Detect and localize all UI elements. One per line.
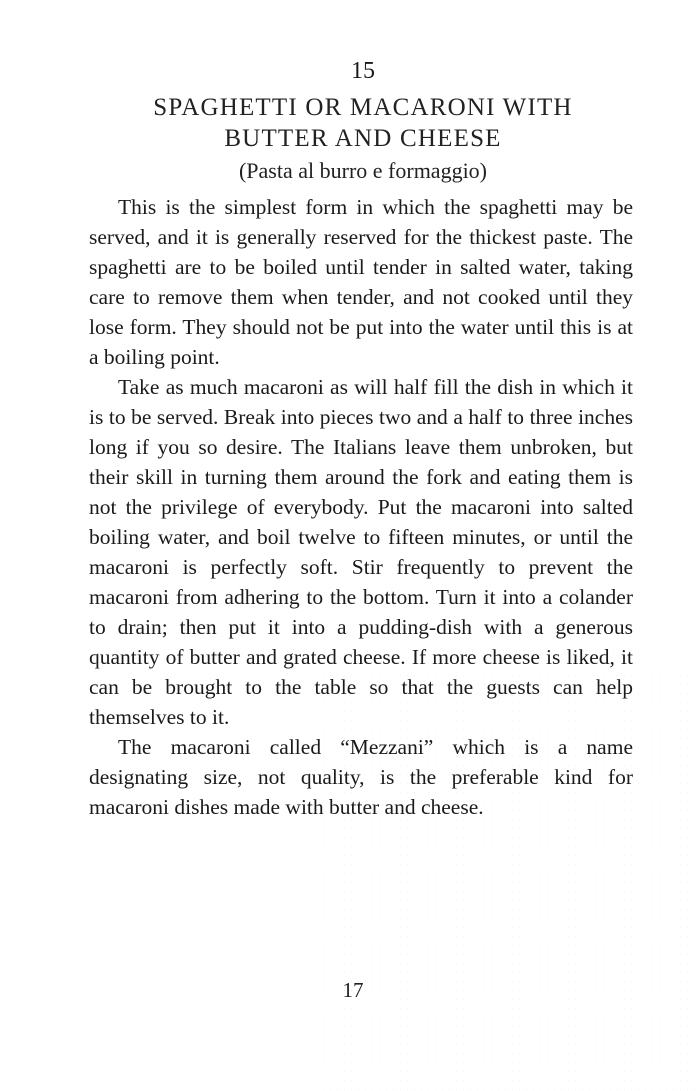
recipe-body — [89, 192, 633, 822]
recipe-title — [100, 92, 626, 154]
page-number: 17 — [342, 978, 364, 1002]
paragraph-3: The macaroni called “Mezzani” which is a name designating size, not quality, is the preferable kind for macaroni dishes made with butter and cheese. — [89, 735, 633, 819]
recipe-title-line-2: BUTTER AND CHEESE — [224, 125, 502, 152]
paragraph-2: Take as much macaroni as will half fill the dish in which it is to be served. Break into pieces two and a half to three inches long if you so desire. The Italians leave them unbroken, but their skill in turning them around the fork and eating them is not the privilege of everybody. Put the macaroni into salted boiling water, and boil twelve to fifteen minutes, or until the macaroni is perfectly soft. Stir frequently to prevent the macaroni from adhering to the bottom. Turn it into a colander to drain; then put it into a pudding-dish with a generous quantity of butter and grated cheese. If more cheese is liked, it can be brought to the table so that the guests can help themselves to it. — [89, 375, 633, 729]
recipe-title-line-1: SPAGHETTI OR MACARONI WITH — [153, 94, 573, 121]
recipe-italian-subtitle: (Pasta al burro e formaggio) — [238, 158, 488, 183]
paragraph-1: This is the simplest form in which the spaghetti may be served, and it is generally reserved for the thickest paste. The spaghetti are to be boiled until tender in salted water, taking care to remove them when tender, and not cooked until they lose form. They should not be put into the water until this is at a boiling point. — [89, 195, 633, 369]
recipe-number: 15 — [351, 58, 375, 84]
